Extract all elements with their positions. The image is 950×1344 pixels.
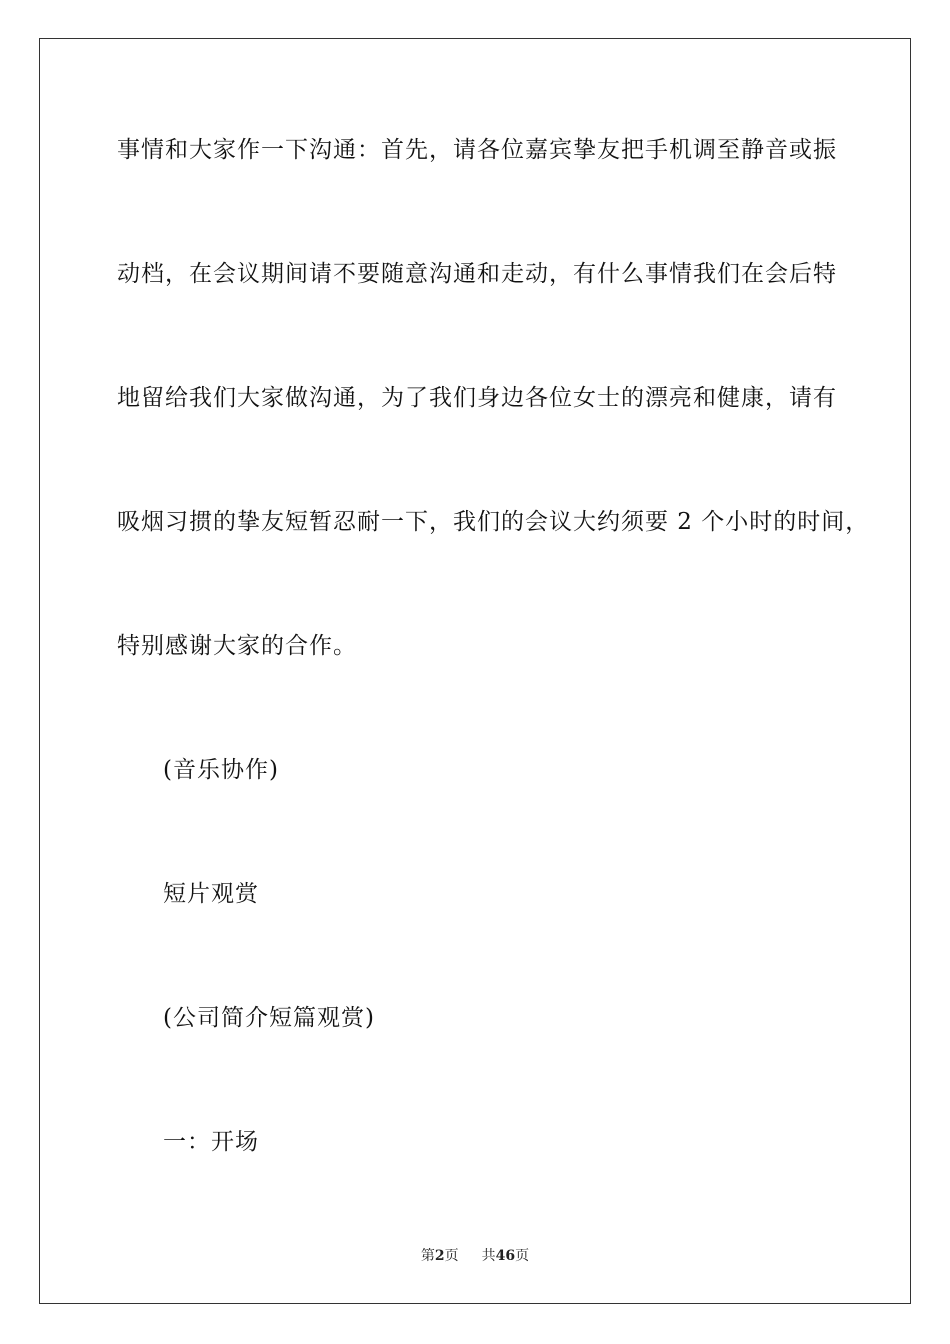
page-total [482,1247,529,1265]
paragraph-line-2: 动档，在会议期间请不要随意沟通和走动，有什么事情我们在会后特 [117,261,837,287]
page-border [39,38,911,1304]
paragraph-line-5: 特别感谢大家的合作。 [117,633,357,659]
page-total-count: 46 [495,1248,516,1264]
page-suffix: 页 [444,1248,459,1264]
page-number [421,1247,459,1265]
paragraph-line-4: 吸烟习掼的挚友短暂忍耐一下，我们的会议大约须要 2 个小时的时间， [117,509,870,535]
total-prefix: 共 [481,1248,496,1264]
page-current: 2 [434,1248,445,1264]
total-suffix: 页 [515,1248,530,1264]
video-heading-line: 短片观赏 [163,881,259,907]
page-footer [0,1247,950,1265]
section-opening-heading: 一：开场 [163,1129,259,1155]
paragraph-line-1: 事情和大家作一下沟通：首先，请各位嘉宾挚友把手机调至静音或振 [117,137,837,163]
music-note-line: (音乐协作) [163,757,279,783]
paragraph-line-3: 地留给我们大家做沟通，为了我们身边各位女士的漂亮和健康，请有 [117,385,837,411]
page-prefix: 第 [420,1248,435,1264]
company-intro-line: (公司简介短篇观赏) [163,1005,375,1031]
